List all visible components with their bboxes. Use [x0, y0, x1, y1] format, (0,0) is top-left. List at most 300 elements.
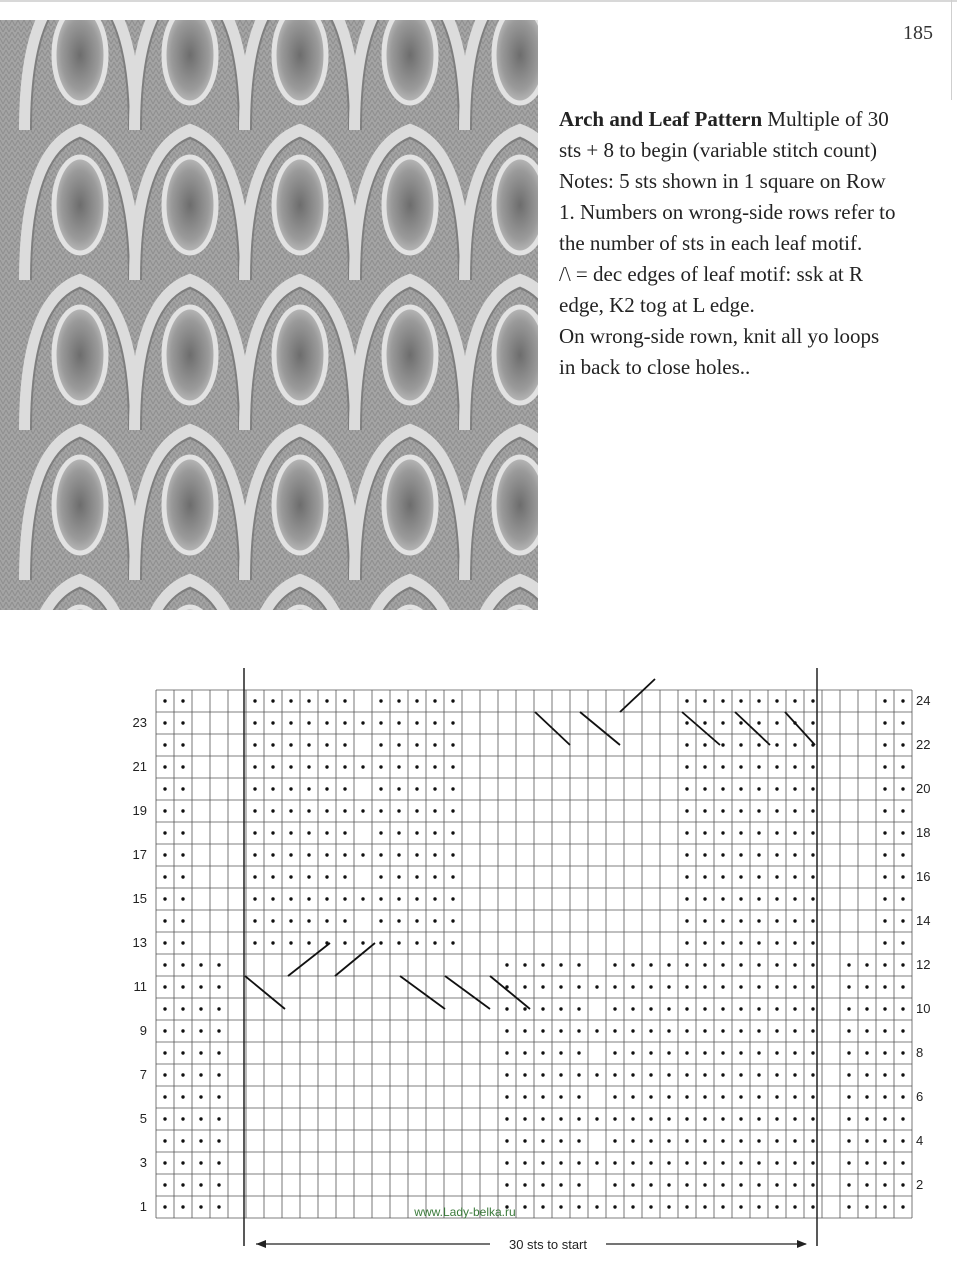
purl-stitch-dot [271, 809, 274, 812]
purl-stitch-dot [649, 985, 652, 988]
purl-stitch-dot [721, 1051, 724, 1054]
purl-stitch-dot [703, 1073, 706, 1076]
purl-stitch-dot [793, 985, 796, 988]
purl-stitch-dot [703, 699, 706, 702]
leaf-motif [384, 20, 436, 103]
purl-stitch-dot [163, 875, 166, 878]
row-number-left: 3 [139, 1155, 147, 1170]
purl-stitch-dot [361, 765, 364, 768]
purl-stitch-dot [307, 721, 310, 724]
purl-stitch-dot [397, 875, 400, 878]
purl-stitch-dot [379, 831, 382, 834]
purl-stitch-dot [415, 897, 418, 900]
purl-stitch-dot [577, 1073, 580, 1076]
purl-stitch-dot [667, 1205, 670, 1208]
purl-stitch-dot [703, 1161, 706, 1164]
purl-stitch-dot [433, 919, 436, 922]
purl-stitch-dot [901, 1161, 904, 1164]
purl-stitch-dot [613, 1117, 616, 1120]
purl-stitch-dot [577, 1183, 580, 1186]
purl-stitch-dot [757, 787, 760, 790]
purl-stitch-dot [811, 941, 814, 944]
purl-stitch-dot [883, 1007, 886, 1010]
purl-stitch-dot [541, 1073, 544, 1076]
purl-stitch-dot [649, 1183, 652, 1186]
purl-stitch-dot [847, 1161, 850, 1164]
purl-stitch-dot [433, 699, 436, 702]
purl-stitch-dot [865, 1139, 868, 1142]
purl-stitch-dot [757, 1095, 760, 1098]
purl-stitch-dot [181, 875, 184, 878]
purl-stitch-dot [685, 765, 688, 768]
purl-stitch-dot [307, 941, 310, 944]
purl-stitch-dot [541, 1139, 544, 1142]
purl-stitch-dot [811, 1073, 814, 1076]
purl-stitch-dot [811, 699, 814, 702]
purl-stitch-dot [685, 963, 688, 966]
row-number-right: 6 [916, 1089, 924, 1104]
purl-stitch-dot [865, 1161, 868, 1164]
purl-stitch-dot [379, 919, 382, 922]
purl-stitch-dot [163, 743, 166, 746]
purl-stitch-dot [559, 1183, 562, 1186]
purl-stitch-dot [289, 787, 292, 790]
purl-stitch-dot [721, 1205, 724, 1208]
purl-stitch-dot [559, 1139, 562, 1142]
purl-stitch-dot [505, 1029, 508, 1032]
purl-stitch-dot [217, 1205, 220, 1208]
purl-stitch-dot [577, 963, 580, 966]
purl-stitch-dot [271, 699, 274, 702]
purl-stitch-dot [451, 941, 454, 944]
purl-stitch-dot [433, 743, 436, 746]
purl-stitch-dot [811, 1095, 814, 1098]
purl-stitch-dot [199, 1117, 202, 1120]
purl-stitch-dot [595, 985, 598, 988]
purl-stitch-dot [361, 853, 364, 856]
purl-stitch-dot [667, 1007, 670, 1010]
purl-stitch-dot [739, 831, 742, 834]
chart-width-label: 30 sts to start [508, 1237, 588, 1252]
purl-stitch-dot [757, 1073, 760, 1076]
purl-stitch-dot [901, 897, 904, 900]
purl-stitch-dot [685, 787, 688, 790]
purl-stitch-dot [757, 1051, 760, 1054]
purl-stitch-dot [415, 919, 418, 922]
purl-stitch-dot [739, 897, 742, 900]
purl-stitch-dot [883, 1095, 886, 1098]
purl-stitch-dot [685, 1161, 688, 1164]
purl-stitch-dot [757, 1029, 760, 1032]
purl-stitch-dot [775, 699, 778, 702]
purl-stitch-dot [397, 897, 400, 900]
description-line-5: the number of sts in each leaf motif. [559, 231, 863, 255]
purl-stitch-dot [811, 875, 814, 878]
purl-stitch-dot [505, 1007, 508, 1010]
purl-stitch-dot [883, 897, 886, 900]
purl-stitch-dot [739, 809, 742, 812]
purl-stitch-dot [559, 1117, 562, 1120]
purl-stitch-dot [739, 787, 742, 790]
purl-stitch-dot [703, 721, 706, 724]
knit-swatch-photo [0, 20, 538, 610]
purl-stitch-dot [541, 1051, 544, 1054]
purl-stitch-dot [271, 919, 274, 922]
description-line-4: 1. Numbers on wrong-side rows refer to [559, 200, 896, 224]
purl-stitch-dot [847, 1183, 850, 1186]
leaf-motif [384, 157, 436, 253]
purl-stitch-dot [775, 897, 778, 900]
purl-stitch-dot [685, 1051, 688, 1054]
row-number-left: 5 [139, 1111, 147, 1126]
cable-cross-line [735, 712, 770, 745]
purl-stitch-dot [793, 743, 796, 746]
purl-stitch-dot [793, 941, 796, 944]
purl-stitch-dot [181, 1051, 184, 1054]
purl-stitch-dot [199, 985, 202, 988]
purl-stitch-dot [433, 897, 436, 900]
purl-stitch-dot [199, 1029, 202, 1032]
purl-stitch-dot [703, 853, 706, 856]
purl-stitch-dot [775, 1183, 778, 1186]
purl-stitch-dot [775, 743, 778, 746]
purl-stitch-dot [181, 787, 184, 790]
purl-stitch-dot [883, 1073, 886, 1076]
purl-stitch-dot [289, 765, 292, 768]
row-number-right: 4 [916, 1133, 924, 1148]
purl-stitch-dot [253, 941, 256, 944]
purl-stitch-dot [343, 743, 346, 746]
purl-stitch-dot [397, 919, 400, 922]
purl-stitch-dot [289, 831, 292, 834]
purl-stitch-dot [649, 1095, 652, 1098]
purl-stitch-dot [721, 853, 724, 856]
leaf-motif [384, 457, 436, 553]
purl-stitch-dot [649, 963, 652, 966]
purl-stitch-dot [793, 699, 796, 702]
purl-stitch-dot [523, 1051, 526, 1054]
purl-stitch-dot [433, 787, 436, 790]
row-number-left: 17 [132, 847, 147, 862]
purl-stitch-dot [631, 985, 634, 988]
purl-stitch-dot [757, 1183, 760, 1186]
purl-stitch-dot [631, 1139, 634, 1142]
purl-stitch-dot [271, 721, 274, 724]
description-line-7: edge, K2 tog at L edge. [559, 293, 755, 317]
purl-stitch-dot [847, 1007, 850, 1010]
purl-stitch-dot [811, 1029, 814, 1032]
purl-stitch-dot [757, 1139, 760, 1142]
purl-stitch-dot [865, 1117, 868, 1120]
purl-stitch-dot [181, 1095, 184, 1098]
purl-stitch-dot [505, 963, 508, 966]
purl-stitch-dot [325, 699, 328, 702]
purl-stitch-dot [613, 1095, 616, 1098]
purl-stitch-dot [451, 809, 454, 812]
purl-stitch-dot [613, 1073, 616, 1076]
purl-stitch-dot [595, 1073, 598, 1076]
purl-stitch-dot [343, 919, 346, 922]
purl-stitch-dot [307, 831, 310, 834]
purl-stitch-dot [703, 1183, 706, 1186]
purl-stitch-dot [865, 1095, 868, 1098]
purl-stitch-dot [433, 941, 436, 944]
purl-stitch-dot [757, 809, 760, 812]
purl-stitch-dot [253, 831, 256, 834]
purl-stitch-dot [775, 1007, 778, 1010]
purl-stitch-dot [793, 1007, 796, 1010]
purl-stitch-dot [325, 743, 328, 746]
purl-stitch-dot [721, 875, 724, 878]
purl-stitch-dot [253, 721, 256, 724]
purl-stitch-dot [721, 765, 724, 768]
purl-stitch-dot [181, 1117, 184, 1120]
purl-stitch-dot [271, 765, 274, 768]
purl-stitch-dot [703, 1139, 706, 1142]
purl-stitch-dot [325, 875, 328, 878]
purl-stitch-dot [559, 1029, 562, 1032]
purl-stitch-dot [685, 1183, 688, 1186]
purl-stitch-dot [757, 1205, 760, 1208]
purl-stitch-dot [667, 1029, 670, 1032]
purl-stitch-dot [613, 1007, 616, 1010]
purl-stitch-dot [739, 1073, 742, 1076]
purl-stitch-dot [613, 1051, 616, 1054]
purl-stitch-dot [343, 897, 346, 900]
purl-stitch-dot [721, 699, 724, 702]
purl-stitch-dot [667, 1183, 670, 1186]
purl-stitch-dot [775, 1051, 778, 1054]
purl-stitch-dot [181, 919, 184, 922]
purl-stitch-dot [541, 985, 544, 988]
purl-stitch-dot [793, 875, 796, 878]
purl-stitch-dot [217, 1007, 220, 1010]
purl-stitch-dot [379, 853, 382, 856]
purl-stitch-dot [775, 963, 778, 966]
purl-stitch-dot [271, 897, 274, 900]
purl-stitch-dot [361, 941, 364, 944]
row-number-right: 20 [916, 781, 931, 796]
purl-stitch-dot [721, 1161, 724, 1164]
purl-stitch-dot [739, 699, 742, 702]
purl-stitch-dot [739, 941, 742, 944]
purl-stitch-dot [595, 1117, 598, 1120]
purl-stitch-dot [739, 985, 742, 988]
purl-stitch-dot [793, 1095, 796, 1098]
purl-stitch-dot [649, 1205, 652, 1208]
purl-stitch-dot [793, 1161, 796, 1164]
pattern-description [559, 104, 951, 383]
purl-stitch-dot [793, 1051, 796, 1054]
purl-stitch-dot [307, 743, 310, 746]
purl-stitch-dot [325, 831, 328, 834]
purl-stitch-dot [901, 1117, 904, 1120]
purl-stitch-dot [559, 1095, 562, 1098]
purl-stitch-dot [685, 809, 688, 812]
purl-stitch-dot [901, 1051, 904, 1054]
purl-stitch-dot [811, 809, 814, 812]
purl-stitch-dot [739, 743, 742, 746]
purl-stitch-dot [775, 765, 778, 768]
purl-stitch-dot [739, 1095, 742, 1098]
purl-stitch-dot [901, 1029, 904, 1032]
purl-stitch-dot [271, 831, 274, 834]
purl-stitch-dot [523, 1161, 526, 1164]
pattern-title: Arch and Leaf Pattern [559, 107, 763, 131]
purl-stitch-dot [559, 963, 562, 966]
purl-stitch-dot [415, 831, 418, 834]
purl-stitch-dot [325, 897, 328, 900]
purl-stitch-dot [163, 1183, 166, 1186]
purl-stitch-dot [847, 1117, 850, 1120]
purl-stitch-dot [649, 1161, 652, 1164]
purl-stitch-dot [703, 941, 706, 944]
purl-stitch-dot [379, 765, 382, 768]
purl-stitch-dot [685, 1205, 688, 1208]
purl-stitch-dot [775, 1205, 778, 1208]
purl-stitch-dot [199, 1073, 202, 1076]
purl-stitch-dot [721, 787, 724, 790]
purl-stitch-dot [631, 1117, 634, 1120]
purl-stitch-dot [865, 963, 868, 966]
purl-stitch-dot [559, 985, 562, 988]
purl-stitch-dot [685, 721, 688, 724]
purl-stitch-dot [811, 1007, 814, 1010]
purl-stitch-dot [505, 1139, 508, 1142]
purl-stitch-dot [307, 897, 310, 900]
purl-stitch-dot [901, 743, 904, 746]
purl-stitch-dot [703, 963, 706, 966]
purl-stitch-dot [667, 1073, 670, 1076]
purl-stitch-dot [811, 897, 814, 900]
purl-stitch-dot [685, 897, 688, 900]
purl-stitch-dot [415, 941, 418, 944]
purl-stitch-dot [541, 1161, 544, 1164]
cable-cross-line [580, 712, 620, 745]
purl-stitch-dot [253, 699, 256, 702]
purl-stitch-dot [721, 809, 724, 812]
cable-cross-line [335, 943, 375, 976]
purl-stitch-dot [649, 1051, 652, 1054]
purl-stitch-dot [883, 985, 886, 988]
description-line-2: sts + 8 to begin (variable stitch count) [559, 138, 878, 162]
purl-stitch-dot [847, 985, 850, 988]
purl-stitch-dot [289, 941, 292, 944]
purl-stitch-dot [163, 831, 166, 834]
purl-stitch-dot [685, 853, 688, 856]
leaf-motif [494, 457, 538, 553]
purl-stitch-dot [703, 831, 706, 834]
leaf-motif [274, 457, 326, 553]
purl-stitch-dot [217, 1183, 220, 1186]
purl-stitch-dot [325, 809, 328, 812]
purl-stitch-dot [523, 1073, 526, 1076]
purl-stitch-dot [577, 1007, 580, 1010]
purl-stitch-dot [865, 1051, 868, 1054]
purl-stitch-dot [685, 1007, 688, 1010]
purl-stitch-dot [271, 875, 274, 878]
purl-stitch-dot [739, 1029, 742, 1032]
purl-stitch-dot [181, 963, 184, 966]
purl-stitch-dot [757, 765, 760, 768]
purl-stitch-dot [307, 809, 310, 812]
purl-stitch-dot [811, 1183, 814, 1186]
purl-stitch-dot [379, 941, 382, 944]
purl-stitch-dot [541, 1029, 544, 1032]
purl-stitch-dot [415, 875, 418, 878]
purl-stitch-dot [739, 853, 742, 856]
purl-stitch-dot [253, 875, 256, 878]
purl-stitch-dot [631, 1073, 634, 1076]
purl-stitch-dot [433, 831, 436, 834]
purl-stitch-dot [199, 1007, 202, 1010]
purl-stitch-dot [307, 919, 310, 922]
purl-stitch-dot [163, 963, 166, 966]
purl-stitch-dot [793, 853, 796, 856]
cable-cross-line [245, 976, 285, 1009]
purl-stitch-dot [415, 765, 418, 768]
purl-stitch-dot [181, 765, 184, 768]
purl-stitch-dot [901, 787, 904, 790]
purl-stitch-dot [649, 1117, 652, 1120]
purl-stitch-dot [883, 1117, 886, 1120]
purl-stitch-dot [901, 831, 904, 834]
purl-stitch-dot [523, 1139, 526, 1142]
purl-stitch-dot [703, 1205, 706, 1208]
purl-stitch-dot [505, 1073, 508, 1076]
leaf-motif [164, 457, 216, 553]
purl-stitch-dot [703, 787, 706, 790]
purl-stitch-dot [721, 831, 724, 834]
purl-stitch-dot [649, 1073, 652, 1076]
purl-stitch-dot [793, 1139, 796, 1142]
purl-stitch-dot [181, 1161, 184, 1164]
purl-stitch-dot [199, 1139, 202, 1142]
purl-stitch-dot [577, 985, 580, 988]
purl-stitch-dot [343, 765, 346, 768]
purl-stitch-dot [811, 721, 814, 724]
purl-stitch-dot [541, 963, 544, 966]
purl-stitch-dot [181, 985, 184, 988]
purl-stitch-dot [901, 1139, 904, 1142]
purl-stitch-dot [685, 1139, 688, 1142]
leaf-motif [54, 157, 106, 253]
cable-cross-line [490, 976, 530, 1009]
purl-stitch-dot [739, 875, 742, 878]
row-number-left: 11 [133, 979, 147, 994]
purl-stitch-dot [307, 699, 310, 702]
purl-stitch-dot [361, 721, 364, 724]
purl-stitch-dot [523, 985, 526, 988]
purl-stitch-dot [775, 1029, 778, 1032]
purl-stitch-dot [181, 853, 184, 856]
description-line-8: On wrong-side rown, knit all yo loops [559, 324, 880, 348]
description-line-1: Arch and Leaf Pattern Multiple of 30 [559, 107, 889, 131]
purl-stitch-dot [811, 1117, 814, 1120]
purl-stitch-dot [541, 1095, 544, 1098]
purl-stitch-dot [325, 853, 328, 856]
purl-stitch-dot [559, 1051, 562, 1054]
purl-stitch-dot [595, 1029, 598, 1032]
purl-stitch-dot [505, 1051, 508, 1054]
purl-stitch-dot [181, 721, 184, 724]
purl-stitch-dot [181, 743, 184, 746]
purl-stitch-dot [163, 1007, 166, 1010]
purl-stitch-dot [163, 1139, 166, 1142]
purl-stitch-dot [631, 1095, 634, 1098]
purl-stitch-dot [613, 985, 616, 988]
purl-stitch-dot [181, 1007, 184, 1010]
